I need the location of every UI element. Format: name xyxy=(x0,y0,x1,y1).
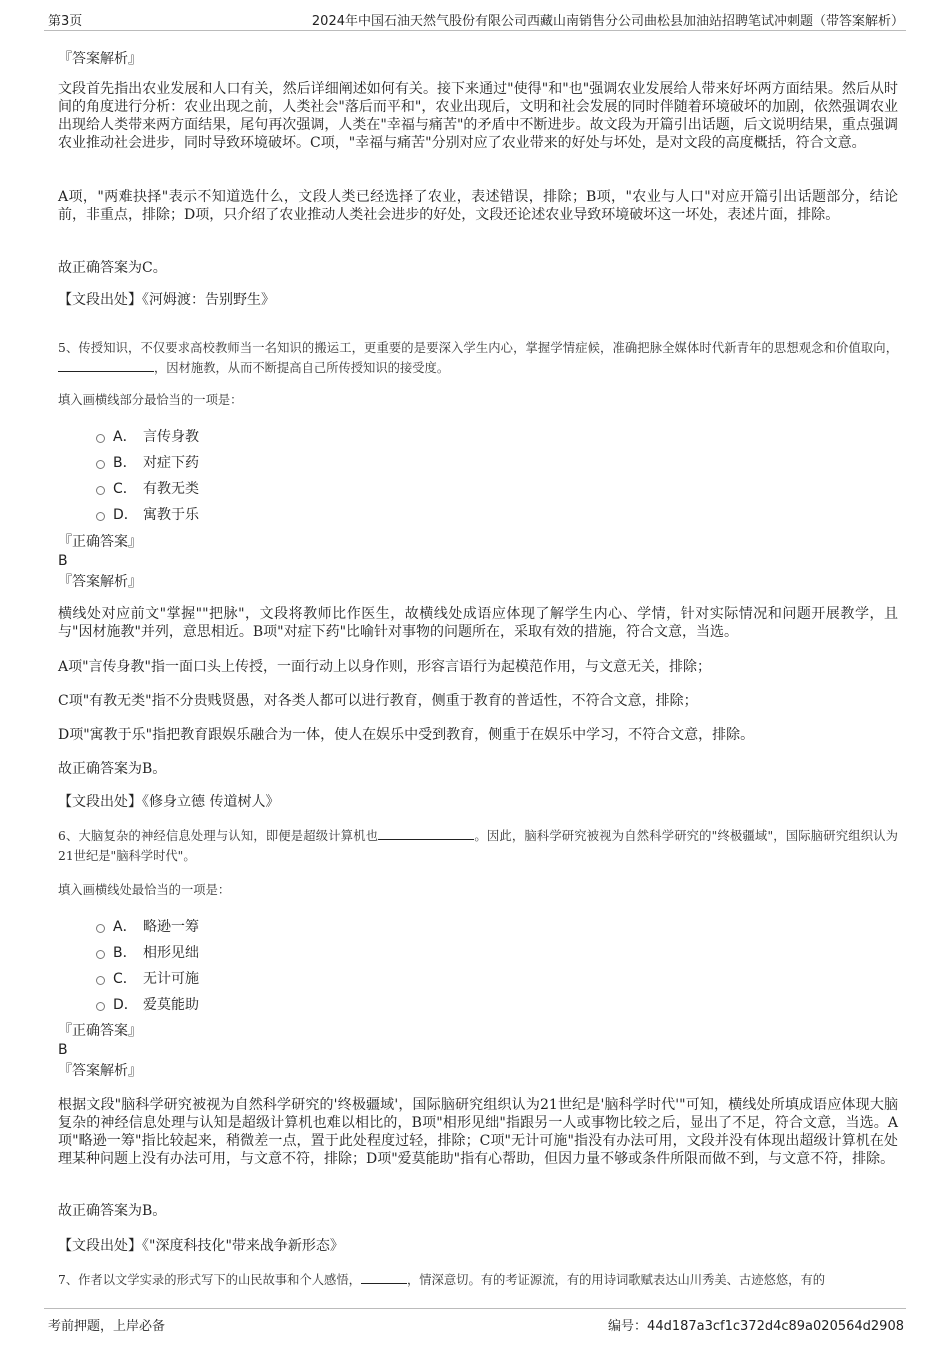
fill-blank xyxy=(361,1272,407,1284)
option-a[interactable]: A． 言传身教 xyxy=(96,426,199,446)
analysis-paragraph: A项，"两难抉择"表示不知道选什么，文段人类已经选择了农业，表述错误，排除；B项，"农业与人口"对应开篇引出话题部分，结论前，非重点，排除；D项，只介绍了农业推动人类社会进步的好处，文段还论述农业导致环境破坏这一坏处，表述片面，排除。 xyxy=(58,189,898,223)
analysis-paragraph: A项"言传身教"指一面口头上传授，一面行动上以身作则，形容言语行为起模范作用，与文意无关，排除； xyxy=(58,659,711,675)
radio-button[interactable] xyxy=(96,434,105,443)
option-b[interactable]: B． 相形见绌 xyxy=(96,942,199,962)
answer-conclusion: 故正确答案为B。 xyxy=(58,1203,167,1219)
analysis-paragraph: 根据文段"脑科学研究被视为自然科学研究的'终极疆域'，国际脑研究组织认为21世纪是'脑科学时代'"可知，横线处所填成语应体现大脑复杂的神经信息处理与认知是超级计算机也难以相比的，B项"相形见绌"指跟另一人或事物比较之后，显出了不足，符合文意，当选。A项"略逊一筹"指比较起来，稍微差一点，置于此处程度过轻，排除；C项"无计可施"指没有办法可用，文段并没有体现出超级计算机在处理某种问题上没有办法可用，与文意不符，排除；D项"爱莫能助"指有心帮助，但因力量不够或条件所限而做不到，与文意不符，排除。 xyxy=(58,1097,898,1167)
source-citation: 【文段出处】《"深度科技化"带来战争新形态》 xyxy=(58,1238,344,1254)
answer-conclusion: 故正确答案为B。 xyxy=(58,761,167,777)
document-title: 2024年中国石油天然气股份有限公司西藏山南销售分公司曲松县加油站招聘笔试冲刺题（带答案解析） xyxy=(311,14,904,29)
radio-button[interactable] xyxy=(96,950,105,959)
radio-button[interactable] xyxy=(96,460,105,469)
option-d[interactable]: D． 寓教于乐 xyxy=(96,504,199,524)
question-prompt: 填入画横线部分最恰当的一项是： xyxy=(58,393,243,407)
question-5-text: 5、传授知识，不仅要求高校教师当一名知识的搬运工，更重要的是要深入学生内心，掌握学情症候，准确把脉全媒体时代新青年的思想观念和价值取向，，因材施教，从而不断提高自己所传授知识的接受度。 xyxy=(58,341,898,375)
correct-answer: B xyxy=(58,553,68,569)
answer-conclusion: 故正确答案为C。 xyxy=(58,260,167,276)
source-citation: 【文段出处】《修身立德 传道树人》 xyxy=(58,794,280,810)
document-id: 编号：44d187a3cf1c372d4c89a020564d2908 xyxy=(608,1319,904,1334)
analysis-label: 『答案解析』 xyxy=(58,51,142,67)
radio-button[interactable] xyxy=(96,486,105,495)
option-d[interactable]: D． 爱莫能助 xyxy=(96,994,199,1014)
analysis-label: 『答案解析』 xyxy=(58,1063,142,1079)
option-c[interactable]: C． 有教无类 xyxy=(96,478,199,498)
question-7-text: 7、作者以文学实录的形式写下的山民故事和个人感悟， ，情深意切。有的考证源流，有的用诗词歌赋表达山川秀美、古迹悠悠，有的 xyxy=(58,1273,826,1287)
analysis-label: 『答案解析』 xyxy=(58,574,142,590)
analysis-paragraph: 横线处对应前文"掌握""把脉"，文段将教师比作医生，故横线处成语应体现了解学生内心、学情，针对实际情况和问题开展教学，且与"因材施教"并列，意思相近。B项"对症下药"比喻针对事物的问题所在，采取有效的措施，符合文意，当选。 xyxy=(58,606,898,640)
question-6-text: 6、大脑复杂的神经信息处理与认知，即便是超级计算机也 。因此，脑科学研究被视为自然科学研究的"终极疆域"，国际脑研究组织认为21世纪是"脑科学时代"。 xyxy=(58,829,898,863)
correct-answer-label: 『正确答案』 xyxy=(58,534,142,550)
radio-button[interactable] xyxy=(96,512,105,521)
header-divider xyxy=(44,30,906,31)
source-citation: 【文段出处】《河姆渡：告别野生》 xyxy=(58,292,275,308)
fill-blank xyxy=(58,360,154,372)
page-number: 第3页 xyxy=(48,14,83,29)
footer-slogan: 考前押题，上岸必备 xyxy=(48,1319,166,1334)
radio-button[interactable] xyxy=(96,976,105,985)
analysis-paragraph: C项"有教无类"指不分贵贱贤愚，对各类人都可以进行教育，侧重于教育的普适性，不符合文意，排除； xyxy=(58,693,698,709)
analysis-paragraph: D项"寓教于乐"指把教育跟娱乐融合为一体，使人在娱乐中受到教育，侧重于在娱乐中学习，不符合文意，排除。 xyxy=(58,727,755,743)
correct-answer-label: 『正确答案』 xyxy=(58,1023,142,1039)
radio-button[interactable] xyxy=(96,1002,105,1011)
correct-answer: B xyxy=(58,1042,68,1058)
footer-divider xyxy=(44,1308,906,1309)
fill-blank xyxy=(378,828,474,840)
option-b[interactable]: B． 对症下药 xyxy=(96,452,199,472)
question-prompt: 填入画横线处最恰当的一项是： xyxy=(58,883,231,897)
analysis-paragraph: 文段首先指出农业发展和人口有关，然后详细阐述如何有关。接下来通过"使得"和"也"强调农业发展给人带来好坏两方面结果。然后从时间的角度进行分析：农业出现之前，人类社会"落后而平和"，农业出现后，文明和社会发展的同时伴随着环境破坏的加剧，依然强调农业出现给人类带来两方面结果，尾句再次强调，人类在"幸福与痛苦"的矛盾中不断进步。故文段为开篇引出话题，后文说明结果，重点强调农业推动社会进步，同时导致环境破坏。C项，"幸福与痛苦"分别对应了农业带来的好处与坏处，是对文段的高度概括，符合文意。 xyxy=(58,81,898,151)
option-a[interactable]: A． 略逊一筹 xyxy=(96,916,199,936)
radio-button[interactable] xyxy=(96,924,105,933)
option-c[interactable]: C． 无计可施 xyxy=(96,968,199,988)
